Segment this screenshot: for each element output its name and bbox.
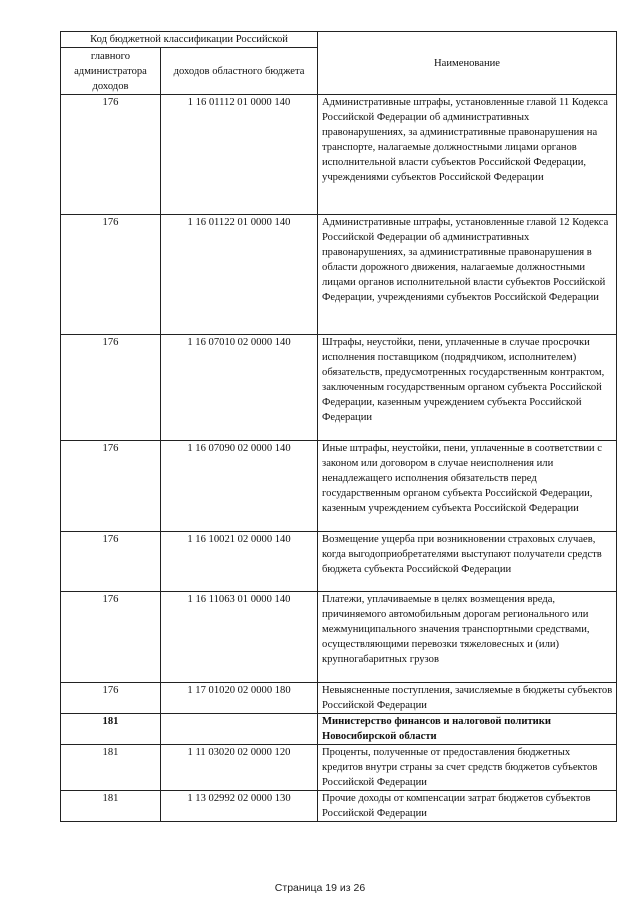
- table-row: [61, 532, 617, 592]
- table-row: [61, 592, 617, 683]
- table-row: [61, 745, 617, 791]
- revenue-code-cell: 1 16 10021 02 0000 140: [161, 532, 318, 592]
- admin-code-cell: 181: [61, 714, 161, 745]
- revenue-name-cell: Прочие доходы от компенсации затрат бюджетов субъектов Российской Федерации: [318, 791, 617, 822]
- revenue-code-cell: 1 16 07090 02 0000 140: [161, 441, 318, 532]
- revenue-code-cell: 1 17 01020 02 0000 180: [161, 683, 318, 714]
- revenue-name-cell: Возмещение ущерба при возникновении страховых случаев, когда выгодоприобретателями выступают получатели средств бюджета субъекта Российской Федерации: [318, 532, 617, 592]
- page-number: Страница 19 из 26: [274, 882, 366, 894]
- revenue-code-cell: 1 11 03020 02 0000 120: [161, 745, 318, 791]
- revenue-code-cell: 1 13 02992 02 0000 130: [161, 791, 318, 822]
- admin-code-cell: 176: [61, 335, 161, 441]
- table-row: [61, 95, 617, 215]
- header-name-column: Наименование: [318, 32, 617, 95]
- revenue-name-cell: Иные штрафы, неустойки, пени, уплаченные в соответствии с законом или договором в случае неисполнения или ненадлежащего исполнения обязательств перед государственным органом субъекта Российской Федерации, казенным учреждением субъекта Российской Федерации: [318, 441, 617, 532]
- revenue-name-cell: Невыясненные поступления, зачисляемые в бюджеты субъектов Российской Федерации: [318, 683, 617, 714]
- admin-code-cell: 176: [61, 683, 161, 714]
- admin-code-cell: 176: [61, 532, 161, 592]
- admin-code-cell: 181: [61, 745, 161, 791]
- revenue-code-cell: 1 16 01122 01 0000 140: [161, 215, 318, 335]
- revenue-name-cell: Проценты, полученные от предоставления бюджетных кредитов внутри страны за счет средств бюджетов субъектов Российской Федерации: [318, 745, 617, 791]
- header-group-title: Код бюджетной классификации Российской: [61, 32, 318, 48]
- admin-code-cell: 176: [61, 592, 161, 683]
- revenue-name-cell: Министерство финансов и налоговой политики Новосибирской области: [318, 714, 617, 745]
- admin-code-cell: 176: [61, 441, 161, 532]
- admin-code-cell: 181: [61, 791, 161, 822]
- header-admin-column: главного администратора доходов: [61, 48, 161, 95]
- admin-code-cell: 176: [61, 215, 161, 335]
- revenue-name-cell: Платежи, уплачиваемые в целях возмещения вреда, причиняемого автомобильным дорогам регионального или межмуниципального значения транспортными средствами, осуществляющими перевозки тяжеловесных и (или) крупногабаритных грузов: [318, 592, 617, 683]
- revenue-name-cell: Штрафы, неустойки, пени, уплаченные в случае просрочки исполнения поставщиком (подрядчиком, исполнителем) обязательств, предусмотренных государственным контрактом, заключенным государственным органом субъекта Российской Федерации, казенным учреждением субъекта Российской Федерации: [318, 335, 617, 441]
- table-row: [61, 791, 617, 822]
- table-row: [61, 215, 617, 335]
- revenue-code-table: [60, 31, 617, 822]
- revenue-code-cell: [161, 714, 318, 745]
- table-row: [61, 335, 617, 441]
- table-row: [61, 683, 617, 714]
- revenue-code-cell: 1 16 07010 02 0000 140: [161, 335, 318, 441]
- revenue-name-cell: Административные штрафы, установленные главой 12 Кодекса Российской Федерации об административных правонарушениях, за административные правонарушения в области дорожного движения, налагаемые должностными лицами органов исполнительной власти субъектов Российской Федерации, учреждениями субъектов Российской Федерации: [318, 215, 617, 335]
- admin-code-cell: 176: [61, 95, 161, 215]
- revenue-name-cell: Административные штрафы, установленные главой 11 Кодекса Российской Федерации об административных правонарушениях, за административные правонарушения на транспорте, налагаемые должностными лицами органов исполнительной власти субъектов Российской Федерации, учреждениями субъектов Российской Федерации: [318, 95, 617, 215]
- table-row: [61, 441, 617, 532]
- revenue-code-cell: 1 16 01112 01 0000 140: [161, 95, 318, 215]
- header-code-column: доходов областного бюджета: [161, 48, 318, 95]
- table-row-section-heading: [61, 714, 617, 745]
- revenue-code-cell: 1 16 11063 01 0000 140: [161, 592, 318, 683]
